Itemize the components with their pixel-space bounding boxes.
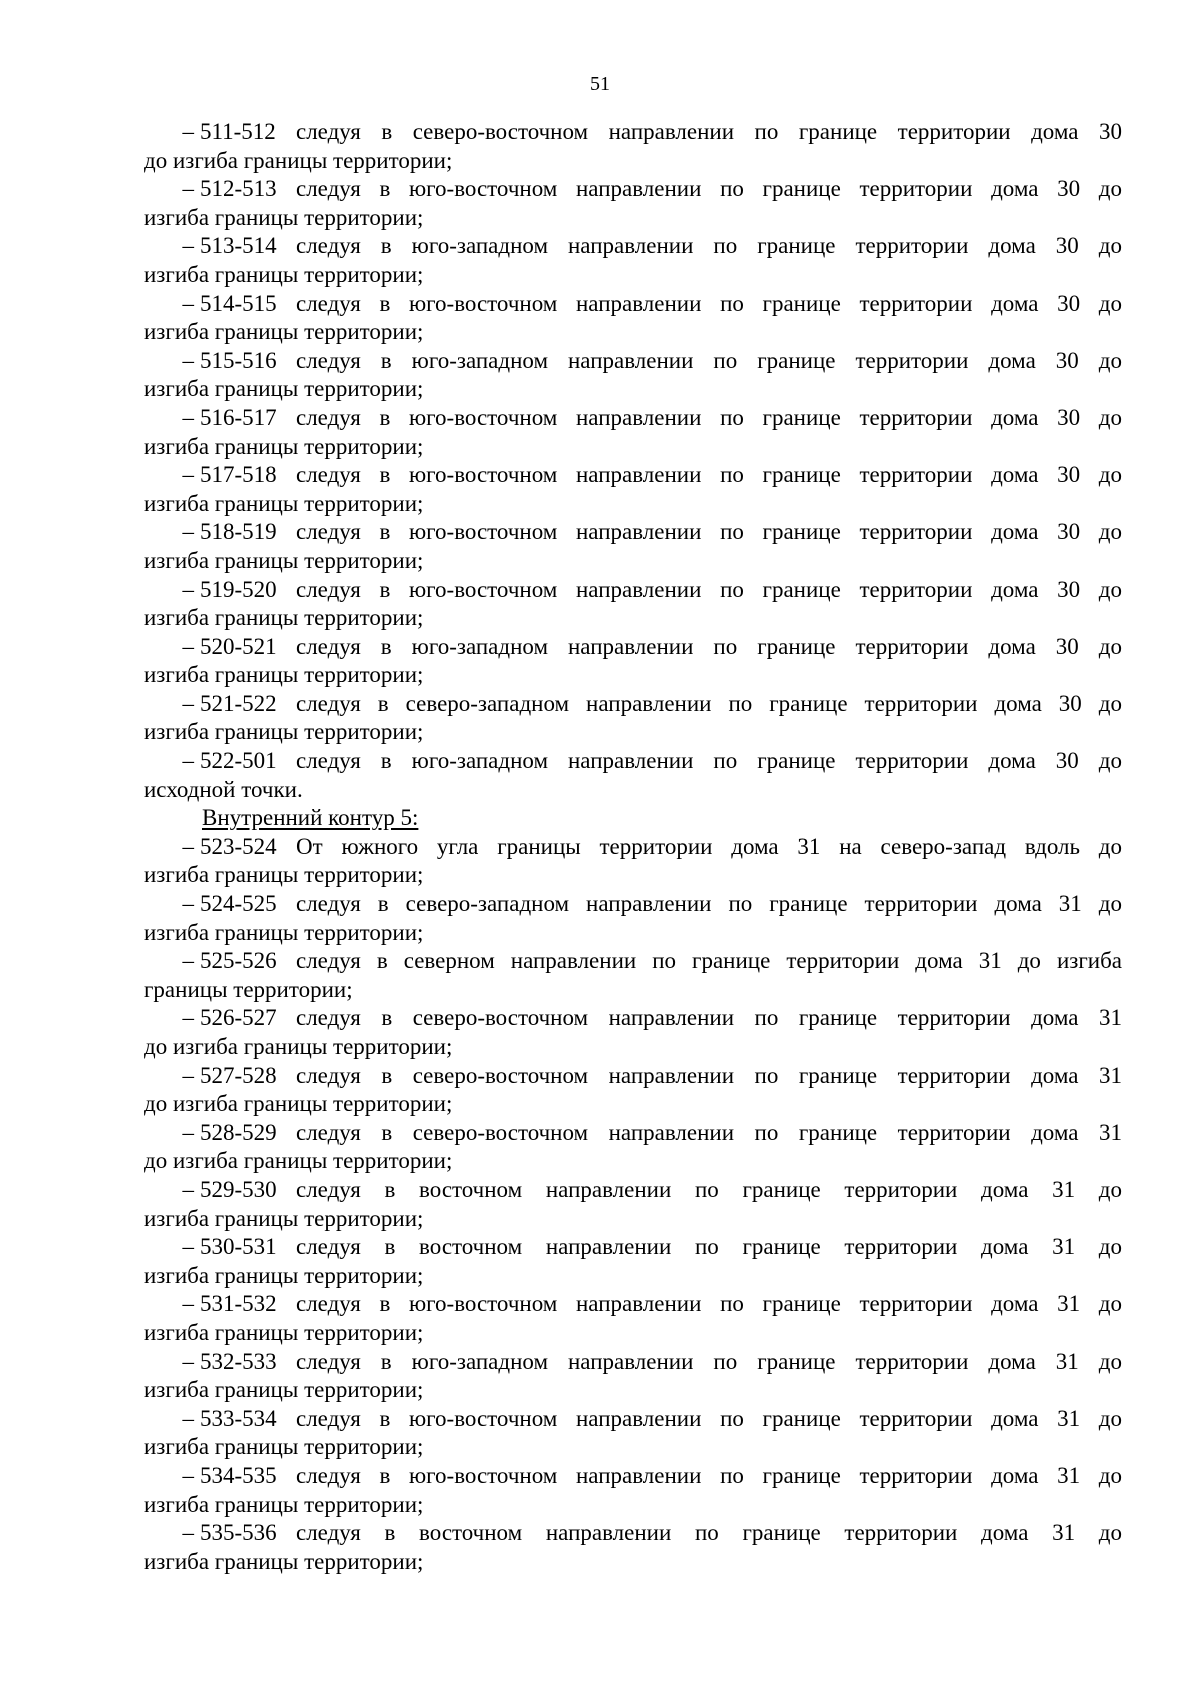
segment-code: 518-519 [200, 519, 277, 545]
segment-description: следуя в юго-западном направлении по границе территории дома 31 до [296, 1348, 1122, 1374]
boundary-segment-entry [144, 1004, 1122, 1061]
segment-code: 517-518 [200, 462, 277, 488]
entry-dash: – [182, 1291, 194, 1317]
entry-first-line [144, 404, 1122, 433]
boundary-segment-entry [144, 175, 1122, 232]
segment-description-continuation: изгиба границы территории; [144, 376, 424, 402]
boundary-segment-entry [144, 1233, 1122, 1290]
entry-dash: – [182, 1234, 194, 1260]
entry-dash: – [182, 1176, 194, 1202]
segment-code: 515-516 [200, 347, 277, 373]
entry-dash: – [182, 1005, 194, 1031]
segment-description: следуя в северо-восточном направлении по границе территории дома 30 [296, 119, 1122, 144]
segment-description: следуя в юго-западном направлении по границе территории дома 30 до [296, 347, 1122, 373]
entry-dash: – [182, 633, 194, 659]
segment-description: следуя в юго-восточном направлении по границе территории дома 31 до [296, 1405, 1122, 1431]
boundary-list-contour-5 [144, 833, 1122, 1576]
entry-first-line [144, 833, 1122, 862]
boundary-segment-entry [144, 290, 1122, 347]
entry-first-line [144, 1405, 1122, 1434]
segment-description-continuation: изгиба границы территории; [144, 662, 424, 688]
boundary-list-contour-4 [144, 118, 1122, 804]
segment-description-continuation: изгиба границы территории; [144, 1377, 424, 1403]
entry-first-line [144, 1004, 1122, 1033]
boundary-segment-entry [144, 890, 1122, 947]
segment-description: следуя в восточном направлении по границе территории дома 31 до [296, 1234, 1122, 1260]
entry-dash: – [182, 891, 194, 917]
segment-description-continuation: изгиба границы территории; [144, 433, 424, 459]
segment-code: 529-530 [200, 1176, 277, 1202]
segment-description: От южного угла границы территории дома 31 на северо-запад вдоль до [296, 833, 1122, 859]
segment-description-continuation: изгиба границы территории; [144, 490, 424, 516]
segment-description-continuation: исходной точки. [144, 776, 303, 802]
entry-dash: – [182, 690, 194, 716]
segment-description: следуя в юго-восточном направлении по границе территории дома 30 до [296, 576, 1122, 602]
segment-description: следуя в юго-восточном направлении по границе территории дома 31 до [296, 1462, 1122, 1488]
boundary-segment-entry [144, 1405, 1122, 1462]
segment-description: следуя в юго-западном направлении по границе территории дома 30 до [296, 233, 1122, 259]
boundary-segment-entry [144, 947, 1122, 1004]
segment-code: 534-535 [200, 1462, 277, 1488]
segment-description-continuation: изгиба границы территории; [144, 547, 424, 573]
segment-code: 523-524 [200, 833, 277, 859]
entry-first-line [144, 518, 1122, 547]
segment-code: 528-529 [200, 1119, 277, 1145]
segment-description: следуя в северо-восточном направлении по границе территории дома 31 [296, 1119, 1122, 1145]
entry-dash: – [182, 748, 194, 774]
segment-code: 532-533 [200, 1348, 277, 1374]
segment-code: 526-527 [200, 1005, 277, 1031]
segment-description-continuation: до изгиба границы территории; [144, 1091, 453, 1117]
segment-code: 533-534 [200, 1405, 277, 1431]
entry-first-line [144, 232, 1122, 261]
boundary-segment-entry [144, 1519, 1122, 1576]
entry-dash: – [182, 576, 194, 602]
boundary-segment-entry [144, 1462, 1122, 1519]
segment-description: следуя в юго-восточном направлении по границе территории дома 30 до [296, 519, 1122, 545]
segment-code: 535-536 [200, 1520, 277, 1546]
entry-first-line [144, 633, 1122, 662]
entry-first-line [144, 890, 1122, 919]
entry-first-line [144, 1062, 1122, 1091]
entry-first-line [144, 1119, 1122, 1148]
segment-description: следуя в юго-восточном направлении по границе территории дома 30 до [296, 404, 1122, 430]
entry-first-line [144, 690, 1122, 719]
segment-description-continuation: изгиба границы территории; [144, 862, 424, 888]
segment-code: 516-517 [200, 404, 277, 430]
entry-dash: – [182, 404, 194, 430]
segment-description-continuation: границы территории; [144, 976, 353, 1002]
entry-first-line [144, 1519, 1122, 1548]
boundary-segment-entry [144, 232, 1122, 289]
boundary-segment-entry [144, 747, 1122, 804]
entry-first-line [144, 118, 1122, 147]
entry-first-line [144, 947, 1122, 976]
boundary-segment-entry [144, 404, 1122, 461]
entry-dash: – [182, 119, 194, 144]
segment-description-continuation: изгиба границы территории; [144, 719, 424, 745]
segment-description-continuation: изгиба границы территории; [144, 1319, 424, 1345]
segment-code: 514-515 [200, 290, 277, 316]
entry-dash: – [182, 833, 194, 859]
entry-first-line [144, 747, 1122, 776]
segment-description-continuation: изгиба границы территории; [144, 1434, 424, 1460]
entry-dash: – [182, 290, 194, 316]
entry-dash: – [182, 1119, 194, 1145]
segment-description: следуя в юго-восточном направлении по границе территории дома 31 до [296, 1291, 1122, 1317]
entry-dash: – [182, 1520, 194, 1546]
boundary-segment-entry [144, 633, 1122, 690]
segment-code: 520-521 [200, 633, 277, 659]
segment-description-continuation: изгиба границы территории; [144, 204, 424, 230]
entry-dash: – [182, 1462, 194, 1488]
page-number: 51 [590, 73, 610, 95]
segment-code: 524-525 [200, 891, 277, 917]
entry-first-line [144, 290, 1122, 319]
segment-code: 525-526 [200, 948, 277, 974]
segment-description: следуя в северо-восточном направлении по границе территории дома 31 [296, 1005, 1122, 1031]
segment-description-continuation: изгиба границы территории; [144, 319, 424, 345]
segment-description: следуя в восточном направлении по границе территории дома 31 до [296, 1520, 1122, 1546]
segment-description-continuation: изгиба границы территории; [144, 1262, 424, 1288]
segment-description-continuation: до изгиба границы территории; [144, 147, 453, 173]
segment-code: 513-514 [200, 233, 277, 259]
segment-description-continuation: изгиба границы территории; [144, 605, 424, 631]
segment-description-continuation: изгиба границы территории; [144, 1205, 424, 1231]
segment-code: 527-528 [200, 1062, 277, 1088]
entry-dash: – [182, 176, 194, 202]
entry-first-line [144, 1176, 1122, 1205]
segment-description-continuation: изгиба границы территории; [144, 919, 424, 945]
segment-description: следуя в северном направлении по границе территории дома 31 до изгиба [296, 948, 1122, 974]
segment-description: следуя в восточном направлении по границе территории дома 31 до [296, 1176, 1122, 1202]
boundary-segment-entry [144, 833, 1122, 890]
segment-description: следуя в юго-восточном направлении по границе территории дома 30 до [296, 462, 1122, 488]
segment-description: следуя в юго-западном направлении по границе территории дома 30 до [296, 633, 1122, 659]
entry-first-line [144, 1290, 1122, 1319]
segment-description: следуя в северо-восточном направлении по границе территории дома 31 [296, 1062, 1122, 1088]
segment-description-continuation: до изгиба границы территории; [144, 1034, 453, 1059]
entry-first-line [144, 1348, 1122, 1377]
segment-code: 511-512 [200, 119, 276, 144]
entry-dash: – [182, 1405, 194, 1431]
segment-description: следуя в северо-западном направлении по границе территории дома 31 до [296, 891, 1122, 917]
entry-dash: – [182, 462, 194, 488]
segment-description: следуя в северо-западном направлении по границе территории дома 30 до [296, 690, 1122, 716]
boundary-segment-entry [144, 518, 1122, 575]
entry-dash: – [182, 1062, 194, 1088]
boundary-segment-entry [144, 1062, 1122, 1119]
entry-dash: – [182, 519, 194, 545]
segment-code: 519-520 [200, 576, 277, 602]
segment-description: следуя в юго-западном направлении по границе территории дома 30 до [296, 748, 1122, 774]
section-heading: Внутренний контур 5: [202, 805, 419, 831]
segment-description-continuation: изгиба границы территории; [144, 1491, 424, 1517]
boundary-segment-entry [144, 461, 1122, 518]
entry-first-line [144, 576, 1122, 605]
entry-dash: – [182, 948, 194, 974]
segment-code: 522-501 [200, 748, 277, 774]
boundary-segment-entry [144, 1176, 1122, 1233]
segment-code: 530-531 [200, 1234, 277, 1260]
boundary-segment-entry [144, 576, 1122, 633]
entry-first-line [144, 1462, 1122, 1491]
segment-description-continuation: изгиба границы территории; [144, 261, 424, 287]
boundary-segment-entry [144, 1348, 1122, 1405]
segment-code: 521-522 [200, 690, 277, 716]
entry-dash: – [182, 1348, 194, 1374]
entry-first-line [144, 347, 1122, 376]
document-body [144, 118, 1122, 1576]
segment-code: 512-513 [200, 176, 277, 202]
entry-first-line [144, 175, 1122, 204]
boundary-segment-entry [144, 118, 1122, 175]
segment-description: следуя в юго-восточном направлении по границе территории дома 30 до [296, 176, 1122, 202]
segment-description: следуя в юго-восточном направлении по границе территории дома 30 до [296, 290, 1122, 316]
entry-dash: – [182, 347, 194, 373]
segment-description-continuation: до изгиба границы территории; [144, 1148, 453, 1174]
entry-dash: – [182, 233, 194, 259]
boundary-segment-entry [144, 690, 1122, 747]
boundary-segment-entry [144, 1119, 1122, 1176]
boundary-segment-entry [144, 1290, 1122, 1347]
entry-first-line [144, 461, 1122, 490]
segment-description-continuation: изгиба границы территории; [144, 1548, 424, 1574]
segment-code: 531-532 [200, 1291, 277, 1317]
boundary-segment-entry [144, 347, 1122, 404]
entry-first-line [144, 1233, 1122, 1262]
